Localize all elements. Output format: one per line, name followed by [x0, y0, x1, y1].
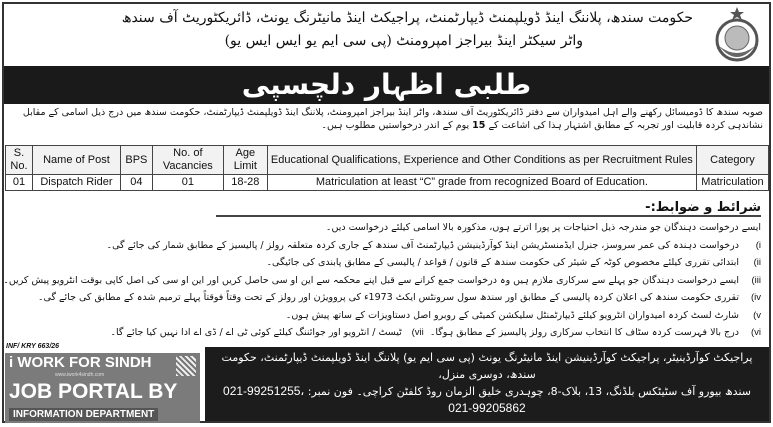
reference-number: INF/ KRY 663/26 [6, 343, 60, 350]
contact-footer [205, 347, 769, 421]
condition-num: v) [753, 309, 761, 321]
cell-category: Matriculation [696, 175, 768, 191]
col-age: Age Limit [223, 146, 267, 175]
condition-num: ii) [753, 257, 761, 268]
footer-phone: 021-99251255، 021-99205862 [223, 384, 526, 415]
header [63, 6, 703, 52]
condition-item [216, 254, 761, 272]
condition-text: ٹیسٹ / انٹرویو اور جوائننگ کیلئے کوئی ٹی اے / ڈی اے ادا نہیں کیا جائے گا۔ [110, 327, 402, 338]
col-qualifications: Educational Qualifications, Experience and Other Conditions as per Recruitment Rules [267, 146, 696, 175]
table-row [6, 175, 769, 191]
cell-bps: 04 [120, 175, 152, 191]
intro-line-1: صوبہ سندھ کا ڈومیسائل رکھنے والے اہل امیدواران سے دفتر ڈائریکٹوریٹ آف سندھ، واٹر اینڈ بیراجز امپرومنٹ، پلاننگ اینڈ ڈویلپمنٹ ڈیپارٹمنٹ، حکومت سندھ میں درج ذیل اسامی کے مقابل نشاندہی کردہ قابلیت اور تجربہ کے مطابق اشتہار ہذا کی [22, 107, 763, 131]
condition-text: درج بالا فہرست کردہ سٹاف کا انتخاب سرکاری رولز پالیسیز کے مطابق ہوگا۔ [429, 327, 739, 338]
cell-post: Dispatch Rider [32, 175, 120, 191]
condition-item [110, 324, 761, 342]
qr-code-icon [176, 356, 196, 376]
cell-qualifications: Matriculation at least “C” grade from recognized Board of Education. [267, 175, 696, 191]
intro-days: 15 [472, 120, 486, 131]
condition-num: vii) [411, 327, 424, 338]
intro-pre: اشاعت کے [488, 120, 531, 131]
table-header-row [6, 146, 769, 175]
cell-sno: 01 [6, 175, 33, 191]
condition-text: ایسے درخواست دہندگان جو پہلے سے سرکاری ملازم ہیں وہ درخواست جمع کرانے سے قبل اپنے محکمہ سے این او سی حاصل کریں اور این او سی کی اصل کاپی بوقت انٹرویو پیش کریں۔ [3, 274, 739, 286]
portal-title: WORK FOR SINDH [17, 354, 152, 371]
portal-line-3: INFORMATION DEPARTMENT [9, 408, 158, 421]
cell-vacancies: 01 [152, 175, 223, 191]
col-post: Name of Post [32, 146, 120, 175]
vacancy-table [5, 145, 769, 191]
condition-num: iv) [750, 292, 761, 303]
conditions-intro: ایسے درخواست دہندگان جو مندرجہ ذیل احتیاجات پر پورا اترتے ہوں، مذکورہ بالا اسامی کیلئے درخواست دیں۔ [325, 222, 761, 233]
portal-line-2: JOB PORTAL BY [9, 380, 178, 403]
col-sno: S. No. [6, 146, 33, 175]
header-line-2: واٹر سیکٹر اینڈ بیراجز امپرومنٹ (پی سی ایم یو ایس ایس یو) [224, 33, 583, 49]
job-portal-logo [5, 353, 200, 423]
condition-item [216, 307, 761, 325]
condition-text: ابتدائی تقرری کیلئے مخصوص کوٹہ کے شیئر کی حکومت سندھ کے قانون / قواعد / پالیسی کے مطابق پابندی کی جائیگی۔ [266, 257, 739, 268]
sindh-government-emblem-icon [711, 6, 763, 64]
footer-line-2 [211, 383, 763, 417]
condition-item [37, 289, 761, 307]
portal-website: www.iwork4sindh.com [55, 372, 105, 378]
condition-num: i) [755, 239, 761, 251]
condition-item [106, 237, 761, 255]
col-category: Category [696, 146, 768, 175]
footer-line-1: پراجیکٹ کوآرڈینیٹر، پراجیکٹ کوآرڈینیشن اینڈ مانیٹرنگ یونٹ (پی سی ایم یو) پلاننگ اینڈ ڈویلپمنٹ ڈیپارٹمنٹ، حکومت سندھ، دوسری منزل، [221, 351, 753, 381]
intro-text [8, 106, 763, 132]
col-vacancies: No. of Vacancies [152, 146, 223, 175]
header-line-1: حکومت سندھ، پلاننگ اینڈ ڈویلپمنٹ ڈیپارٹمنٹ، پراجیکٹ اینڈ مانیٹرنگ یونٹ، ڈائریکٹوریٹ آف سندھ [121, 10, 693, 26]
title-banner: طلبی اظہار دلچسپی [4, 66, 769, 104]
cell-age: 18-28 [223, 175, 267, 191]
intro-post: یوم کے اندر درخواستیں مطلوب ہیں۔ [321, 120, 470, 131]
footer-address: سندھ بیورو آف سٹیٹکس بلڈنگ، 13، بلاک-8، چوہدری خلیق الزمان روڈ کلفٹن کراچی۔ فون نمبر: [307, 385, 751, 398]
conditions-heading: شرائط و ضوابط:- [216, 200, 761, 217]
condition-num: vi) [750, 327, 761, 338]
condition-item [3, 272, 761, 290]
condition-text: درخواست دہندہ کی عمر سروسز، جنرل ایڈمنسٹریشن اینڈ کوآرڈینیشن ڈیپارٹمنٹ آف سندھ کے جاری کردہ متعلقہ رولز / پالیسیز کے مطابق شمار کی جائے گی۔ [106, 239, 739, 251]
conditions-list [3, 219, 761, 342]
condition-num: iii) [751, 274, 761, 286]
condition-text: تقرری حکومت سندھ کی اعلان کردہ پالیسی کے مطابق اور سندھ سول سرونٹس ایکٹ 1973ء کی پروویژن اور رولز کے تحت وقتاً فوقتاً پہلے ترمیم شدہ کے مطابق کی جائے گی۔ [37, 292, 739, 303]
portal-line-1: i WORK FOR SINDH [9, 354, 152, 371]
col-bps: BPS [120, 146, 152, 175]
condition-text: شارٹ لسٹ کردہ امیدواران انٹرویو کیلئے ڈیپارٹمنٹل سلیکشن کمیٹی کے روبرو اصل دستاویزات کے ساتھ پیش ہوں۔ [285, 309, 739, 321]
